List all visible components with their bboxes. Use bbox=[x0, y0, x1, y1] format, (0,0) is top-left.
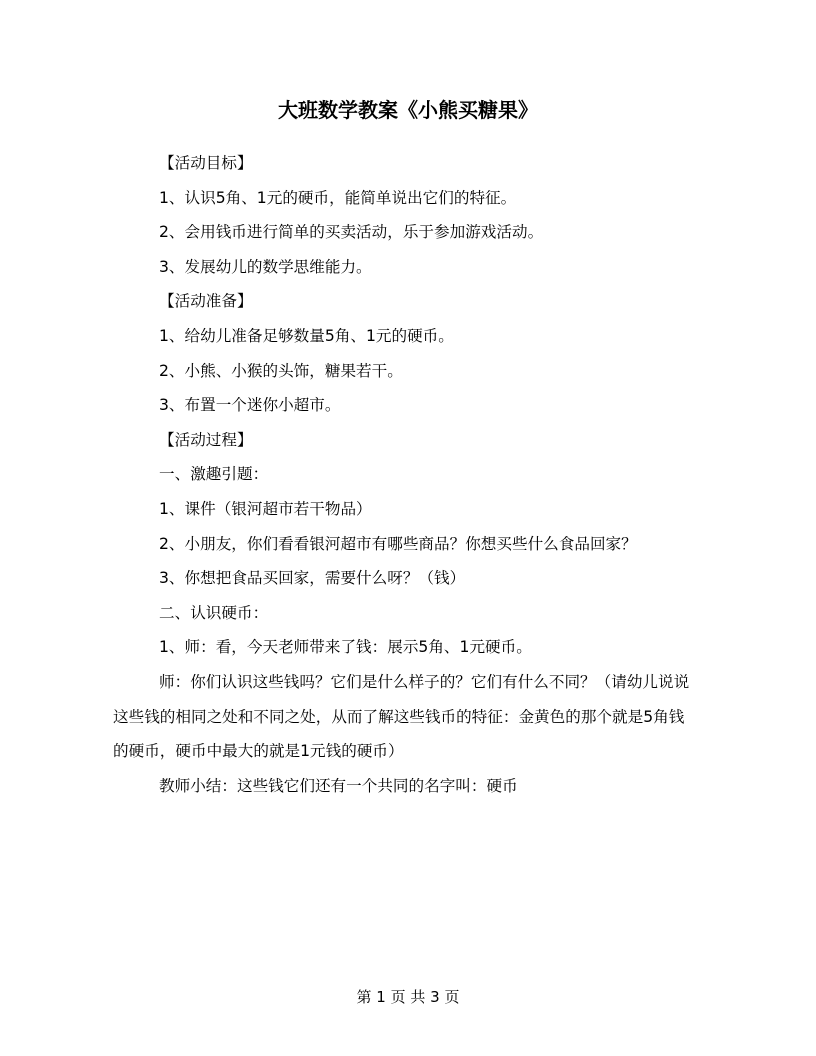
paragraph: 1、课件（银河超市若干物品） bbox=[159, 499, 372, 518]
section-heading-process: 【活动过程】 bbox=[159, 430, 253, 449]
paragraph: 2、小朋友，你们看看银河超市有哪些商品？你想买些什么食品回家？ bbox=[159, 534, 637, 553]
paragraph: 2、小熊、小猴的头饰，糖果若干。 bbox=[159, 361, 403, 380]
paragraph: 教师小结：这些钱它们还有一个共同的名字叫：硬币 bbox=[159, 776, 518, 795]
section-heading-goals: 【活动目标】 bbox=[159, 154, 253, 172]
paragraph: 师：你们认识这些钱吗？它们是什么样子的？它们有什么不同？（请幼儿说说这些钱的相同之处和不同之处，从而了解这些钱币的特征：金黄色的那个就是5角钱的硬币，硬币中最大的就是1元钱的硬币） bbox=[113, 672, 690, 761]
paragraph: 2、会用钱币进行简单的买卖活动，乐于参加游戏活动。 bbox=[159, 223, 544, 242]
paragraph: 1、认识5角、1元的硬币，能简单说出它们的特征。 bbox=[159, 188, 517, 207]
paragraph: 3、你想把食品买回家，需要什么呀？（钱） bbox=[159, 569, 466, 588]
page-footer: 第 1 页 共 3 页 bbox=[356, 988, 460, 1006]
document-body bbox=[113, 146, 693, 803]
page-title: 大班数学教案《小熊买糖果》 bbox=[278, 98, 538, 122]
paragraph: 1、师：看，今天老师带来了钱：展示5角、1元硬币。 bbox=[159, 638, 532, 657]
paragraph: 1、给幼儿准备足够数量5角、1元的硬币。 bbox=[159, 326, 454, 345]
paragraph: 二、认识硬币： bbox=[159, 603, 269, 622]
paragraph: 3、布置一个迷你小超市。 bbox=[159, 396, 341, 415]
section-heading-preparation: 【活动准备】 bbox=[159, 292, 253, 311]
paragraph: 一、激趣引题： bbox=[159, 465, 269, 484]
paragraph: 3、发展幼儿的数学思维能力。 bbox=[159, 257, 372, 276]
